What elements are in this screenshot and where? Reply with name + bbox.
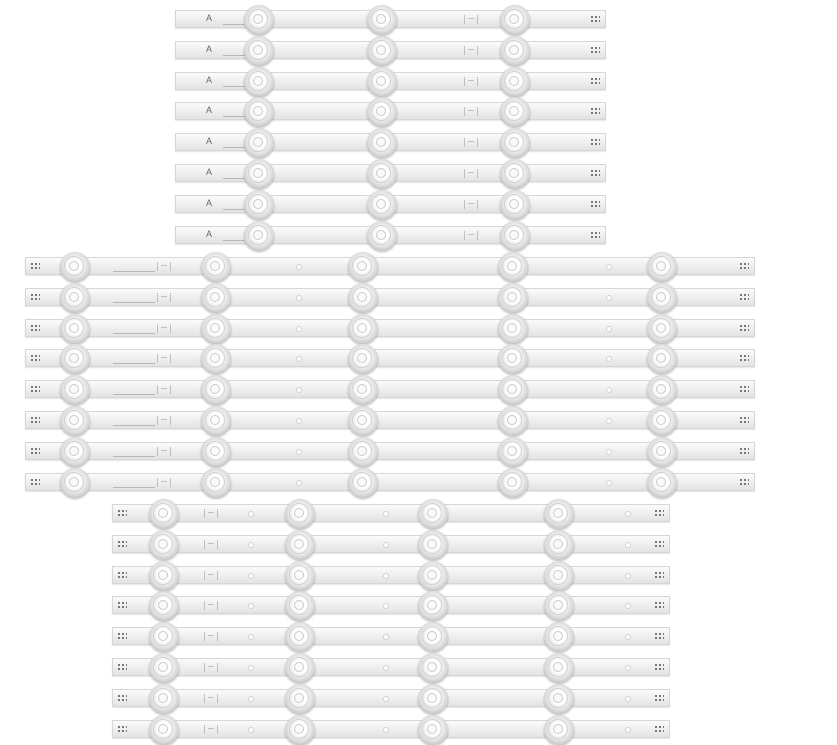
led-lens — [367, 159, 397, 189]
led-lens — [544, 653, 574, 683]
printed-marking — [157, 478, 171, 487]
led-lens — [367, 128, 397, 158]
led-lens — [500, 128, 530, 158]
led-lens — [498, 468, 528, 498]
connector-pins — [740, 385, 749, 394]
led-strip — [112, 658, 670, 676]
connector-pins — [591, 46, 600, 55]
led-lens — [418, 715, 448, 745]
led-strip — [175, 164, 606, 182]
mounting-hole — [625, 511, 631, 517]
connector-pins — [591, 231, 600, 240]
led-lens — [149, 622, 179, 652]
led-lens — [418, 561, 448, 591]
led-lens — [60, 344, 90, 374]
mounting-hole — [606, 480, 612, 486]
mounting-hole — [248, 696, 254, 702]
led-lens — [418, 622, 448, 652]
led-lens — [244, 190, 274, 220]
led-lens — [498, 314, 528, 344]
mounting-hole — [625, 542, 631, 548]
connector-pins — [655, 571, 664, 580]
led-strip — [25, 411, 755, 429]
connector-pins — [655, 725, 664, 734]
mounting-hole — [296, 356, 302, 362]
led-lens — [60, 314, 90, 344]
led-lens — [201, 314, 231, 344]
printed-marking — [204, 509, 218, 518]
mounting-hole — [625, 696, 631, 702]
printed-marking — [157, 447, 171, 456]
led-lens — [348, 437, 378, 467]
led-lens — [498, 406, 528, 436]
connector-pins — [591, 200, 600, 209]
led-lens — [244, 159, 274, 189]
led-lens — [647, 406, 677, 436]
printed-trace — [113, 456, 155, 457]
led-lens — [60, 406, 90, 436]
led-lens — [498, 437, 528, 467]
led-lens — [348, 406, 378, 436]
mounting-hole — [248, 511, 254, 517]
led-lens — [244, 97, 274, 127]
mounting-hole — [383, 511, 389, 517]
led-lens — [498, 283, 528, 313]
connector-pins — [31, 262, 40, 271]
connector-pins — [740, 324, 749, 333]
led-lens — [418, 653, 448, 683]
led-lens — [544, 622, 574, 652]
printed-marking — [157, 262, 171, 271]
mounting-hole — [248, 665, 254, 671]
led-lens — [285, 499, 315, 529]
led-lens — [60, 468, 90, 498]
led-lens — [500, 67, 530, 97]
led-lens — [647, 252, 677, 282]
mounting-hole — [296, 264, 302, 270]
led-lens — [244, 67, 274, 97]
strip-type-label: A — [206, 167, 213, 177]
led-lens — [201, 375, 231, 405]
strip-type-label: A — [206, 136, 213, 146]
led-strip — [175, 133, 606, 151]
led-lens — [647, 283, 677, 313]
mounting-hole — [383, 696, 389, 702]
connector-pins — [655, 632, 664, 641]
led-lens — [244, 128, 274, 158]
connector-pins — [655, 540, 664, 549]
led-lens — [544, 561, 574, 591]
printed-marking — [464, 138, 478, 147]
led-lens — [201, 468, 231, 498]
led-lens — [500, 5, 530, 35]
strip-type-label: A — [206, 105, 213, 115]
connector-pins — [591, 138, 600, 147]
printed-marking — [464, 107, 478, 116]
connector-pins — [118, 632, 127, 641]
led-lens — [244, 36, 274, 66]
led-lens — [244, 221, 274, 251]
printed-marking — [464, 231, 478, 240]
led-lens — [201, 406, 231, 436]
led-lens — [418, 591, 448, 621]
led-lens — [348, 314, 378, 344]
led-lens — [149, 715, 179, 745]
printed-marking — [157, 324, 171, 333]
led-lens — [285, 530, 315, 560]
printed-marking — [464, 15, 478, 24]
led-lens — [544, 591, 574, 621]
led-lens — [500, 36, 530, 66]
mounting-hole — [296, 418, 302, 424]
mounting-hole — [296, 480, 302, 486]
led-lens — [418, 530, 448, 560]
led-strip — [175, 41, 606, 59]
led-lens — [367, 190, 397, 220]
led-strip — [112, 535, 670, 553]
led-lens — [60, 252, 90, 282]
connector-pins — [118, 571, 127, 580]
led-lens — [149, 591, 179, 621]
led-strip — [175, 10, 606, 28]
printed-marking — [204, 632, 218, 641]
mounting-hole — [625, 727, 631, 733]
led-strip — [112, 689, 670, 707]
mounting-hole — [606, 387, 612, 393]
connector-pins — [31, 354, 40, 363]
led-lens — [544, 499, 574, 529]
mounting-hole — [606, 449, 612, 455]
led-lens — [498, 252, 528, 282]
led-strip — [25, 349, 755, 367]
led-strip — [25, 319, 755, 337]
printed-trace — [113, 394, 155, 395]
printed-trace — [113, 425, 155, 426]
mounting-hole — [606, 326, 612, 332]
strip-type-label: A — [206, 75, 213, 85]
led-lens — [201, 252, 231, 282]
connector-pins — [31, 478, 40, 487]
led-lens — [348, 252, 378, 282]
strip-type-label: A — [206, 13, 213, 23]
led-lens — [647, 375, 677, 405]
connector-pins — [591, 15, 600, 24]
led-lens — [498, 344, 528, 374]
connector-pins — [655, 509, 664, 518]
connector-pins — [118, 694, 127, 703]
led-strip — [112, 504, 670, 522]
mounting-hole — [296, 387, 302, 393]
connector-pins — [31, 385, 40, 394]
led-lens — [418, 684, 448, 714]
led-lens — [201, 437, 231, 467]
led-lens — [149, 561, 179, 591]
connector-pins — [118, 509, 127, 518]
connector-pins — [655, 663, 664, 672]
printed-marking — [157, 416, 171, 425]
connector-pins — [591, 169, 600, 178]
strip-type-label: A — [206, 198, 213, 208]
connector-pins — [31, 324, 40, 333]
strip-type-label: A — [206, 229, 213, 239]
printed-trace — [113, 271, 155, 272]
mounting-hole — [606, 356, 612, 362]
led-lens — [498, 375, 528, 405]
connector-pins — [740, 262, 749, 271]
printed-marking — [157, 293, 171, 302]
mounting-hole — [625, 634, 631, 640]
led-lens — [285, 622, 315, 652]
mounting-hole — [296, 326, 302, 332]
mounting-hole — [625, 603, 631, 609]
led-lens — [201, 344, 231, 374]
mounting-hole — [248, 634, 254, 640]
connector-pins — [740, 293, 749, 302]
led-strip — [112, 720, 670, 738]
led-lens — [348, 375, 378, 405]
printed-marking — [464, 46, 478, 55]
led-lens — [149, 653, 179, 683]
led-lens — [348, 468, 378, 498]
led-strip — [112, 566, 670, 584]
connector-pins — [31, 416, 40, 425]
led-strip — [112, 627, 670, 645]
printed-marking — [204, 571, 218, 580]
printed-marking — [464, 200, 478, 209]
mounting-hole — [383, 542, 389, 548]
printed-trace — [113, 363, 155, 364]
mounting-hole — [383, 603, 389, 609]
led-strip — [25, 473, 755, 491]
connector-pins — [118, 540, 127, 549]
mounting-hole — [248, 573, 254, 579]
connector-pins — [655, 601, 664, 610]
printed-marking — [204, 601, 218, 610]
led-lens — [149, 530, 179, 560]
connector-pins — [31, 447, 40, 456]
mounting-hole — [625, 573, 631, 579]
mounting-hole — [383, 573, 389, 579]
led-lens — [367, 67, 397, 97]
led-strip — [175, 72, 606, 90]
mounting-hole — [248, 603, 254, 609]
mounting-hole — [606, 418, 612, 424]
connector-pins — [740, 447, 749, 456]
mounting-hole — [296, 449, 302, 455]
printed-marking — [464, 169, 478, 178]
led-lens — [149, 499, 179, 529]
led-strip — [175, 102, 606, 120]
printed-marking — [157, 385, 171, 394]
led-lens — [367, 36, 397, 66]
printed-trace — [113, 333, 155, 334]
connector-pins — [740, 354, 749, 363]
mounting-hole — [248, 542, 254, 548]
led-lens — [367, 97, 397, 127]
led-strip — [175, 226, 606, 244]
led-lens — [500, 97, 530, 127]
printed-marking — [204, 694, 218, 703]
mounting-hole — [606, 295, 612, 301]
connector-pins — [591, 107, 600, 116]
led-strip — [25, 380, 755, 398]
led-strip — [112, 596, 670, 614]
printed-marking — [464, 77, 478, 86]
printed-marking — [204, 663, 218, 672]
led-strip — [175, 195, 606, 213]
led-lens — [60, 375, 90, 405]
led-lens — [285, 684, 315, 714]
mounting-hole — [383, 665, 389, 671]
led-strip — [25, 257, 755, 275]
led-lens — [500, 190, 530, 220]
connector-pins — [655, 694, 664, 703]
mounting-hole — [296, 295, 302, 301]
printed-marking — [204, 540, 218, 549]
connector-pins — [740, 478, 749, 487]
led-lens — [544, 684, 574, 714]
led-lens — [544, 530, 574, 560]
mounting-hole — [383, 727, 389, 733]
connector-pins — [31, 293, 40, 302]
led-lens — [285, 653, 315, 683]
connector-pins — [118, 601, 127, 610]
mounting-hole — [606, 264, 612, 270]
led-lens — [647, 468, 677, 498]
led-lens — [285, 561, 315, 591]
led-lens — [348, 344, 378, 374]
led-lens — [244, 5, 274, 35]
mounting-hole — [248, 727, 254, 733]
connector-pins — [740, 416, 749, 425]
printed-marking — [157, 354, 171, 363]
connector-pins — [118, 663, 127, 672]
led-lens — [201, 283, 231, 313]
led-strip — [25, 288, 755, 306]
printed-trace — [113, 487, 155, 488]
led-lens — [60, 437, 90, 467]
led-strip — [25, 442, 755, 460]
connector-pins — [118, 725, 127, 734]
led-lens — [500, 221, 530, 251]
mounting-hole — [383, 634, 389, 640]
led-lens — [285, 591, 315, 621]
strip-type-label: A — [206, 44, 213, 54]
led-lens — [544, 715, 574, 745]
led-lens — [647, 344, 677, 374]
led-lens — [285, 715, 315, 745]
mounting-hole — [625, 665, 631, 671]
led-lens — [367, 5, 397, 35]
led-lens — [647, 314, 677, 344]
led-lens — [418, 499, 448, 529]
led-lens — [60, 283, 90, 313]
led-lens — [348, 283, 378, 313]
printed-marking — [204, 725, 218, 734]
led-lens — [647, 437, 677, 467]
led-lens — [367, 221, 397, 251]
led-lens — [500, 159, 530, 189]
led-lens — [149, 684, 179, 714]
printed-trace — [113, 302, 155, 303]
connector-pins — [591, 77, 600, 86]
